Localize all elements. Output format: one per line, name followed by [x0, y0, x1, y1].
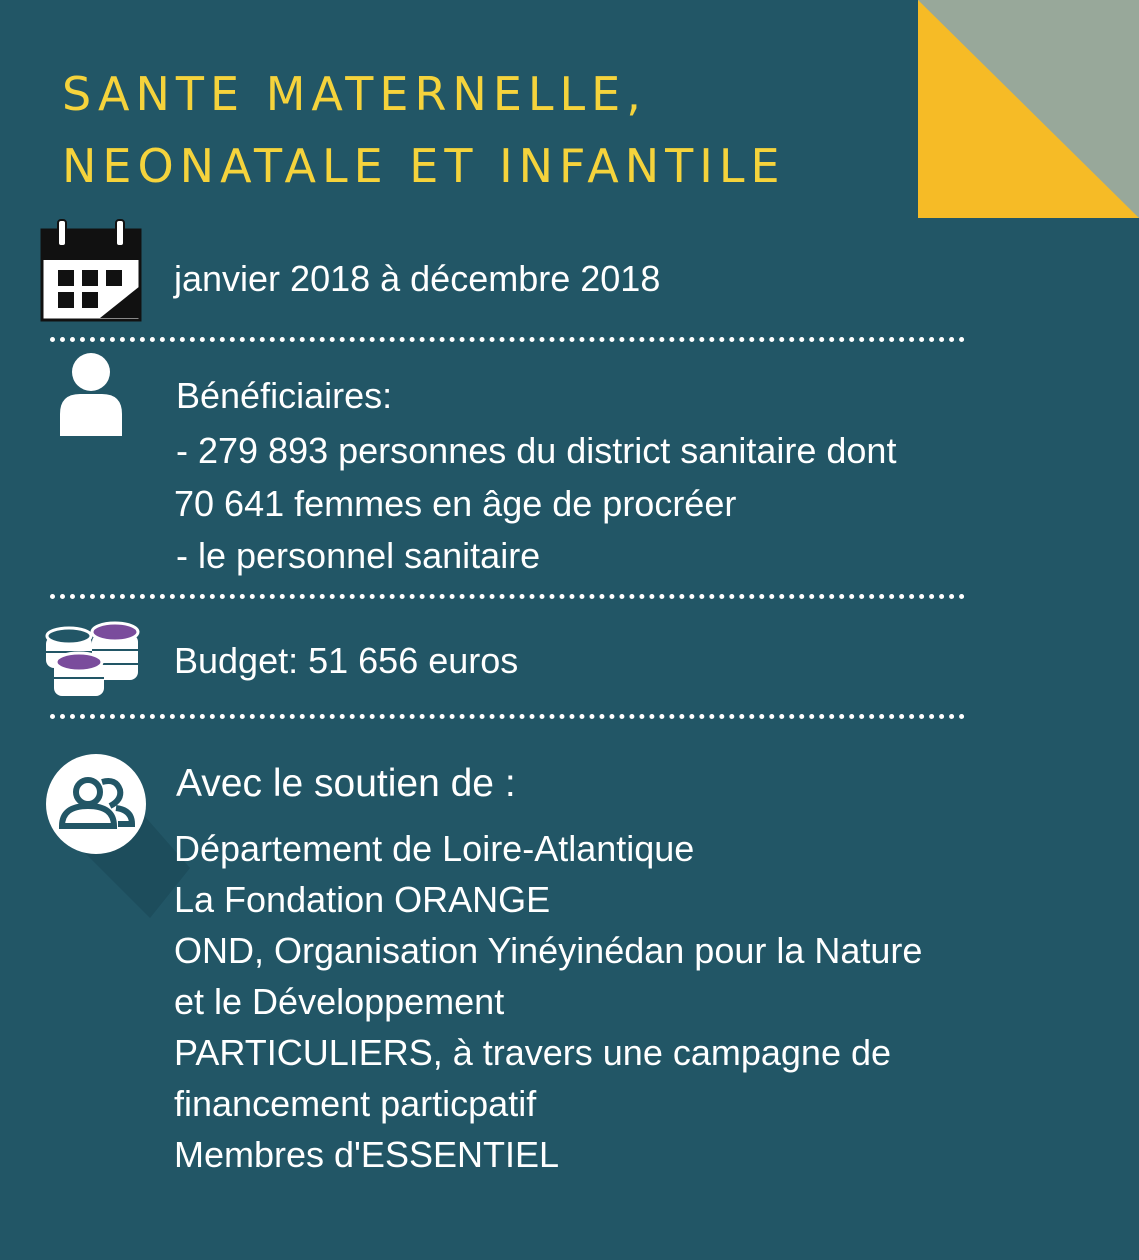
list-item: Département de Loire-Atlantique [174, 828, 695, 869]
beneficiaries-line-3: - le personnel sanitaire [176, 535, 541, 576]
group-icon [40, 748, 190, 918]
budget-text: Budget: 51 656 euros [174, 640, 519, 681]
list-item: Membres d'ESSENTIEL [174, 1134, 559, 1175]
person-icon [58, 352, 124, 438]
title-line-1: SANTE MATERNELLE, [62, 67, 647, 121]
calendar-icon [40, 218, 142, 324]
list-item: La Fondation ORANGE [174, 879, 551, 920]
list-item: OND, Organisation Yinéyinédan pour la Nature [174, 930, 923, 971]
list-item: et le Développement [174, 981, 505, 1022]
period-text: janvier 2018 à décembre 2018 [174, 258, 661, 299]
divider-2 [50, 594, 965, 599]
coins-icon [42, 620, 142, 698]
support-heading: Avec le soutien de : [176, 762, 516, 805]
support-list [174, 823, 922, 1180]
beneficiaries-heading: Bénéficiaires: [176, 375, 393, 416]
beneficiaries-line-2: 70 641 femmes en âge de procréer [174, 483, 737, 524]
list-item: PARTICULIERS, à travers une campagne de [174, 1032, 892, 1073]
divider-1 [50, 337, 965, 342]
corner-decoration [918, 0, 1139, 218]
beneficiaries-line-1: - 279 893 personnes du district sanitaire dont [176, 430, 897, 471]
list-item: financement particpatif [174, 1083, 537, 1124]
page-title [62, 58, 786, 202]
divider-3 [50, 714, 965, 719]
title-line-2: NEONATALE ET INFANTILE [62, 139, 786, 193]
